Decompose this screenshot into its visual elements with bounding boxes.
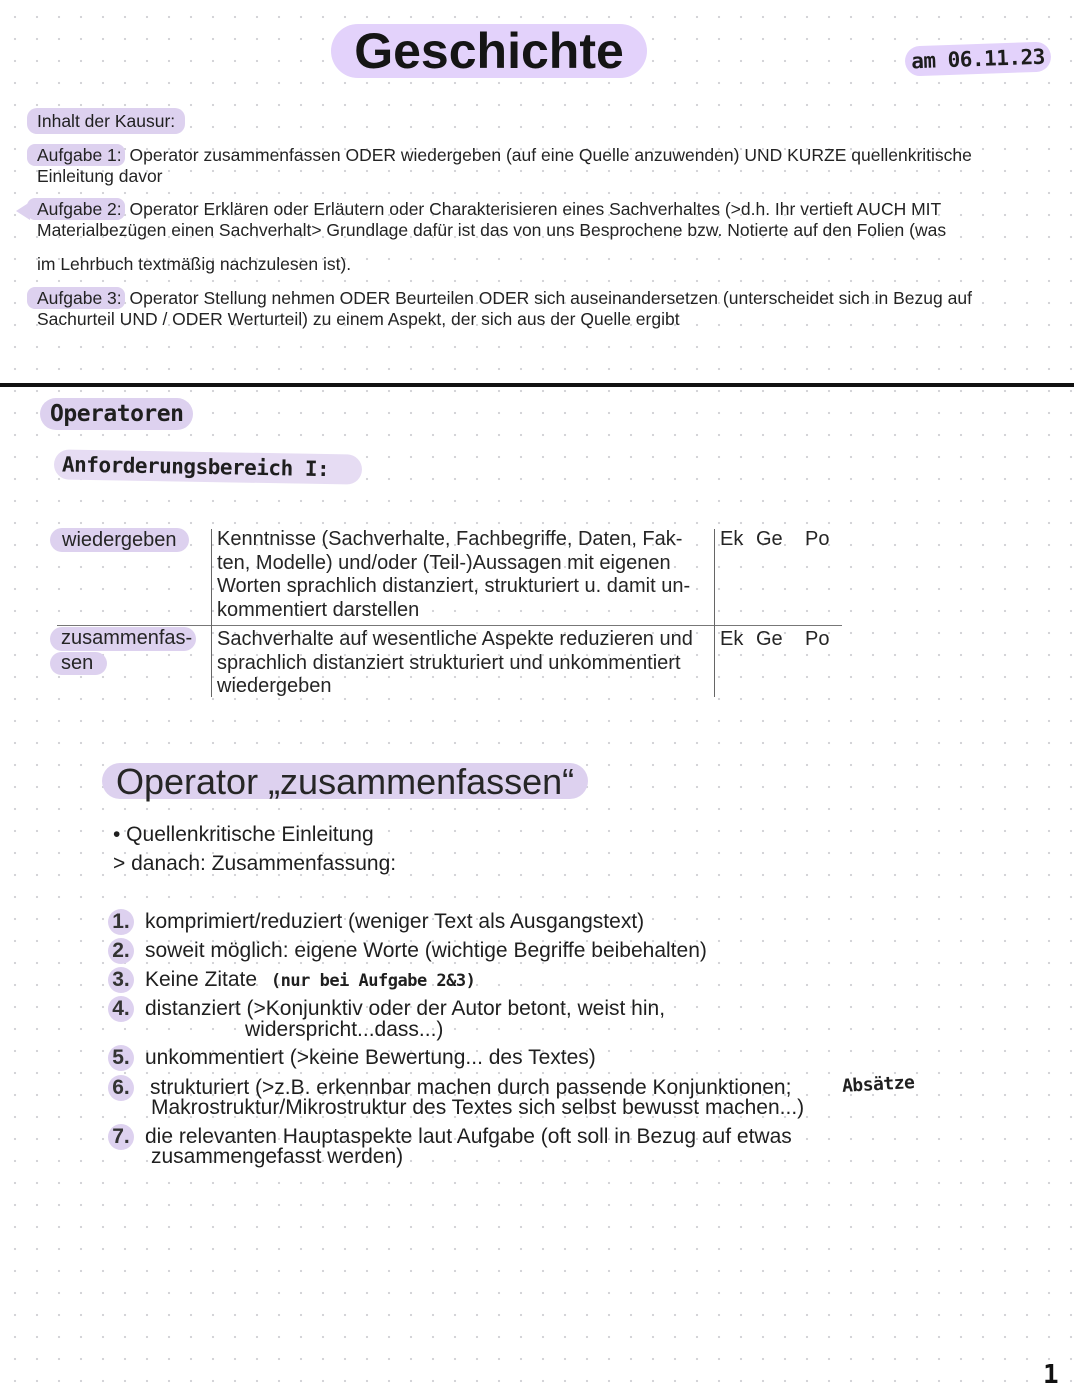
operator-name-line2: sen [50, 652, 107, 676]
operators-heading: Operatoren [40, 398, 193, 430]
desc-line: wiedergeben [217, 675, 332, 697]
item-number: 2. [108, 938, 134, 964]
item-number: 4. [108, 996, 134, 1022]
subject-ge: Ge [756, 628, 783, 650]
table-column-divider [714, 529, 715, 697]
item-number: 3. [108, 967, 134, 993]
operator-wiedergeben [50, 528, 189, 552]
list-item [108, 967, 475, 993]
task-2-line2: Materialbezügen einen Sachverhalt> Grundlage dafür ist das von uns Besprochene bzw. Notierte auf den Folien (was [37, 220, 947, 240]
task-3-line2: Sachurteil UND / ODER Werturteil) zu einem Aspekt, der sich aus der Quelle ergibt [37, 309, 680, 329]
item-text: soweit möglich: eigene Worte (wichtige Begriffe beibehalten) [145, 939, 707, 962]
task-2-label: Aufgabe 2: [27, 198, 125, 220]
handwritten-note: Absätze [841, 1072, 915, 1097]
operator-name-line1: zusammenfas- [50, 627, 196, 651]
task-1-line2: Einleitung davor [37, 166, 163, 186]
item-text: komprimiert/reduziert (weniger Text als Ausgangstext) [145, 910, 645, 933]
item-text: strukturiert (>z.B. erkennbar machen durch passende Konjunktionen; [150, 1076, 792, 1099]
section-divider [0, 383, 1074, 387]
item-number: 6. [108, 1075, 134, 1101]
subject-ek: Ek [720, 528, 744, 550]
task-1-line1: Operator zusammenfassen ODER wiedergeben (auf eine Quelle anzuwenden) UND KURZE quellenkritische [129, 145, 972, 165]
list-item [108, 938, 707, 964]
item-continuation: widerspricht...dass...) [245, 1018, 444, 1041]
task-3 [37, 288, 972, 330]
task-1-label: Aufgabe 1: [27, 144, 125, 166]
table-column-divider [211, 529, 212, 697]
item-text: Keine Zitate [145, 968, 258, 991]
task-3-label: Aufgabe 3: [27, 287, 125, 309]
summary-then: > danach: Zusammenfassung: [113, 852, 397, 875]
operator-desc [217, 528, 707, 622]
task-3-line1: Operator Stellung nehmen ODER Beurteilen ODER sich auseinandersetzen (unterscheidet sich in Bezug auf [129, 288, 972, 308]
item-continuation: zusammengefasst werden) [151, 1145, 404, 1168]
item-number: 5. [108, 1045, 134, 1071]
subject-po: Po [805, 528, 830, 550]
table-row-divider [57, 625, 842, 626]
date-label: am 06.11.23 [905, 41, 1052, 76]
item-number: 1. [108, 909, 134, 935]
desc-line: Worten sprachlich distanziert, strukturiert u. damit un- [217, 575, 691, 597]
operators-subheading: Anforderungsbereich I: [54, 449, 362, 484]
item-text: die relevanten Hauptaspekte laut Aufgabe (oft soll in Bezug auf etwas [145, 1125, 792, 1148]
desc-line: sprachlich distanziert strukturiert und unkommentiert [217, 651, 681, 674]
desc-line: ten, Modelle) und/oder (Teil-)Aussagen mit eigenen [217, 551, 671, 574]
content-heading: Inhalt der Kausur: [27, 108, 185, 134]
subject-po: Po [805, 628, 830, 650]
summary-bullet: • Quellenkritische Einleitung [113, 823, 374, 846]
item-continuation: Makrostruktur/Mikrostruktur des Textes sich selbst bewusst machen...) [151, 1096, 805, 1119]
task-1 [37, 145, 972, 187]
page-title: Geschichte [331, 24, 647, 78]
task-2-line1: Operator Erklären oder Erläutern oder Charakterisieren eines Sachverhaltes (>d.h. Ihr vertieft AUCH MIT [129, 199, 942, 219]
handwritten-note: (nur bei Aufgabe 2&3) [270, 971, 476, 991]
item-text: distanziert (>Konjunktiv oder der Autor betont, weist hin, [145, 997, 666, 1020]
desc-line: kommentiert darstellen [217, 598, 420, 621]
operator-zusammenfassen [50, 627, 196, 675]
item-number: 7. [108, 1124, 134, 1150]
summary-heading: Operator „zusammenfassen“ [102, 763, 588, 799]
desc-line: Sachverhalte auf wesentliche Aspekte reduzieren und [217, 628, 693, 650]
task-2-line3: im Lehrbuch textmäßig nachzulesen ist). [37, 254, 352, 274]
operator-desc [217, 628, 707, 699]
operator-name: wiedergeben [50, 528, 189, 552]
subject-ge: Ge [756, 528, 783, 550]
list-item [108, 1045, 596, 1071]
task-2 [37, 199, 1027, 275]
item-text: unkommentiert (>keine Bewertung... des Textes) [145, 1046, 596, 1069]
page-number: 1 [1043, 1360, 1059, 1390]
list-item [108, 909, 644, 935]
desc-line: Kenntnisse (Sachverhalte, Fachbegriffe, Daten, Fak- [217, 528, 683, 550]
subject-ek: Ek [720, 628, 744, 650]
